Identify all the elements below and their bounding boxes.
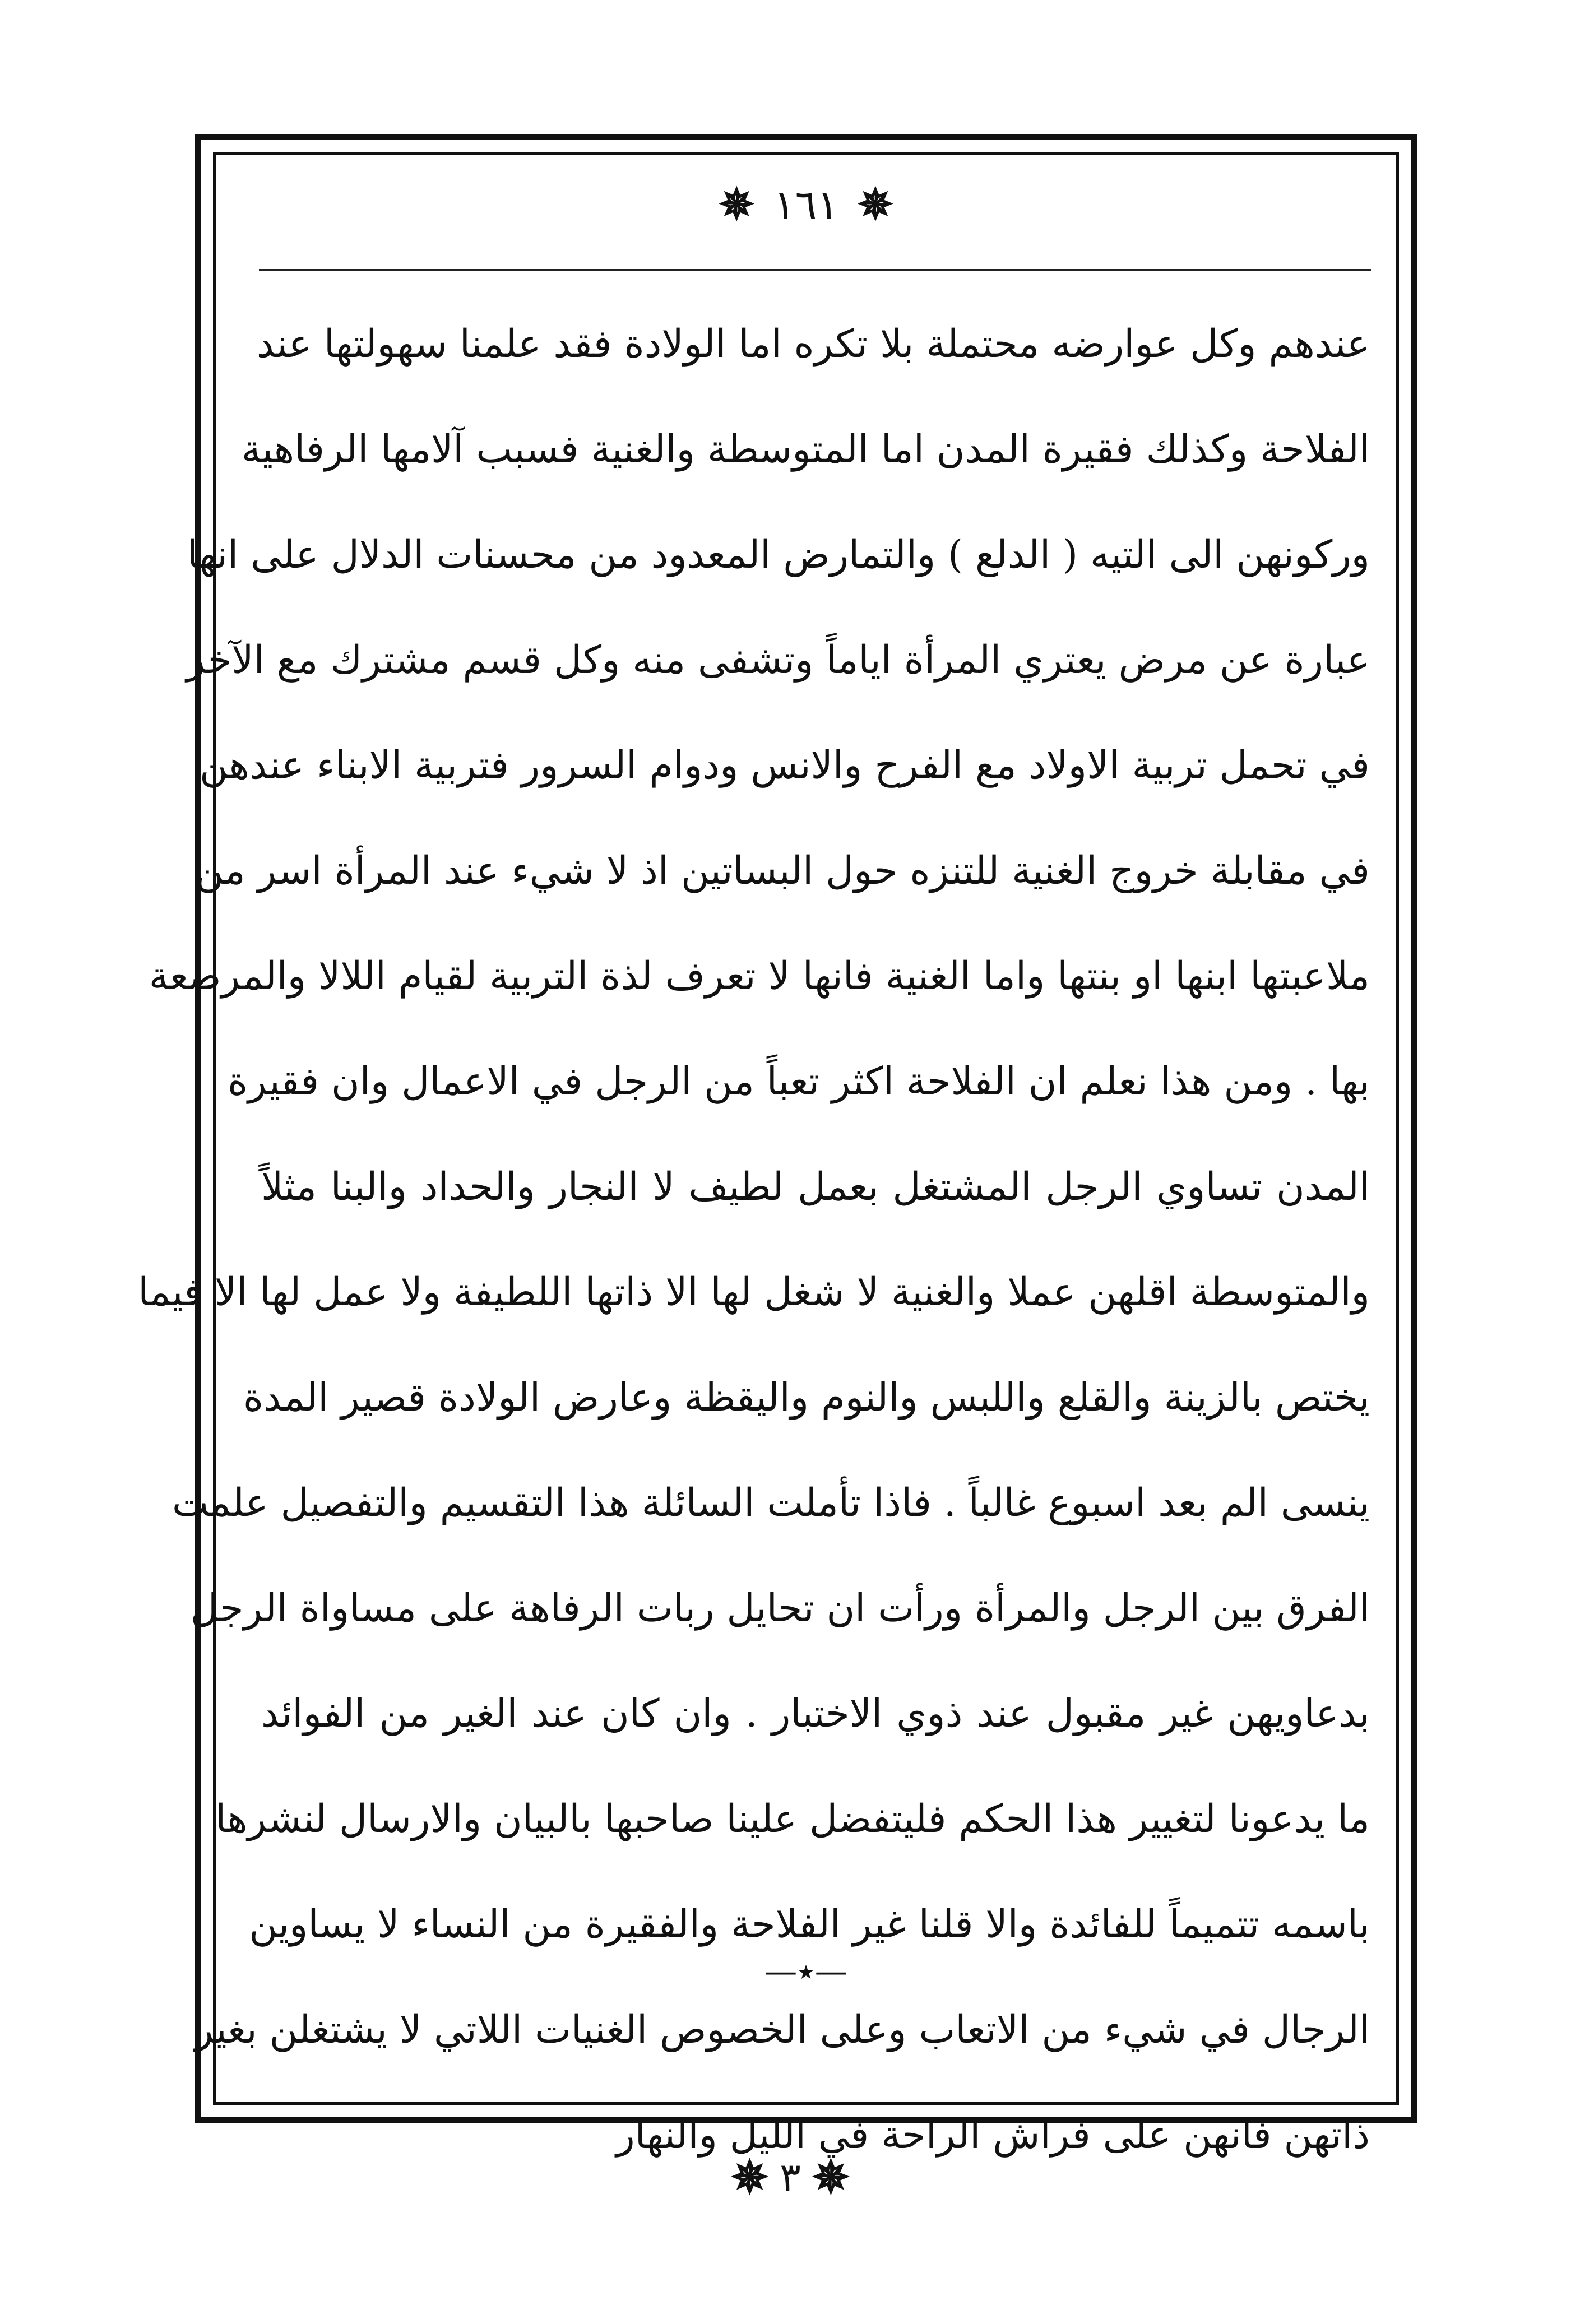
page-footer	[645, 2141, 936, 2214]
page-number: ١٦١	[773, 181, 839, 228]
end-mark: —٭—	[764, 1952, 847, 1990]
text-line: في مقابلة خروج الغنية للتنزه حول البساتين اذ لا شيء عند المرأة اسر من	[195, 848, 1370, 893]
header-ornament-left-icon: ✵	[719, 179, 754, 229]
footer-ornament-right-icon: ✵	[812, 2151, 850, 2204]
text-line: وركونهن الى التيه ( الدلع ) والتمارض المعدود من محسنات الدلال على انها	[187, 532, 1370, 577]
text-line: ما يدعونا لتغيير هذا الحكم فليتفضل علينا صاحبها بالبيان والارسال لنشرها	[215, 1797, 1370, 1841]
text-line: الفلاحة وكذلك فقيرة المدن اما المتوسطة والغنية فسبب آلامها الرفاهية	[241, 427, 1370, 472]
article-body	[138, 291, 1370, 2188]
signature-number: ٣	[780, 2154, 801, 2200]
text-line: بها . ومن هذا نعلم ان الفلاحة اكثر تعباً من الرجل في الاعمال وان فقيرة	[228, 1059, 1370, 1104]
text-line: الفرق بين الرجل والمرأة ورأت ان تحايل ربات الرفاهة على مساواة الرجل	[190, 1586, 1370, 1631]
footer-ornament-left-icon: ✵	[731, 2151, 769, 2204]
page-header	[213, 168, 1399, 241]
text-line: في تحمل تربية الاولاد مع الفرح والانس ودوام السرور فتربية الابناء عندهن	[199, 743, 1370, 788]
text-line: ينسى الم بعد اسبوع غالباً . فاذا تأملت السائلة هذا التقسيم والتفصيل علمت	[172, 1481, 1370, 1525]
text-line: بدعاويهن غير مقبول عند ذوي الاختبار . وان كان عند الغير من الفوائد	[261, 1691, 1370, 1736]
text-line: يختص بالزينة والقلع واللبس والنوم واليقظة وعارض الولادة قصير المدة	[243, 1375, 1370, 1420]
header-divider	[259, 269, 1371, 271]
header-ornament-right-icon: ✵	[858, 179, 893, 229]
text-line: المدن تساوي الرجل المشتغل بعمل لطيف لا النجار والحداد والبنا مثلاً	[261, 1165, 1370, 1209]
text-line: باسمه تتميماً للفائدة والا قلنا غير الفلاحة والفقيرة من النساء لا يساوين	[249, 1902, 1370, 1947]
text-line: عندهم وكل عوارضه محتملة بلا تكره اما الولادة فقد علمنا سهولتها عند	[256, 322, 1370, 367]
text-line: ملاعبتها ابنها او بنتها واما الغنية فانها لا تعرف لذة التربية لقيام اللالا والمرضعة	[149, 954, 1370, 999]
text-line: والمتوسطة اقلهن عملا والغنية لا شغل لها الا ذاتها اللطيفة ولا عمل لها الا فيما	[138, 1270, 1370, 1315]
text-line-last: ذاتهن فانهن على فراش الراحة في الليل والنهار	[616, 2113, 1370, 2158]
text-line: الرجال في شيء من الاتعاب وعلى الخصوص الغنيات اللاتي لا يشتغلن بغير	[194, 2007, 1370, 2052]
text-line: عبارة عن مرض يعتري المرأة اياماً وتشفى منه وكل قسم مشترك مع الآخر	[186, 638, 1370, 683]
